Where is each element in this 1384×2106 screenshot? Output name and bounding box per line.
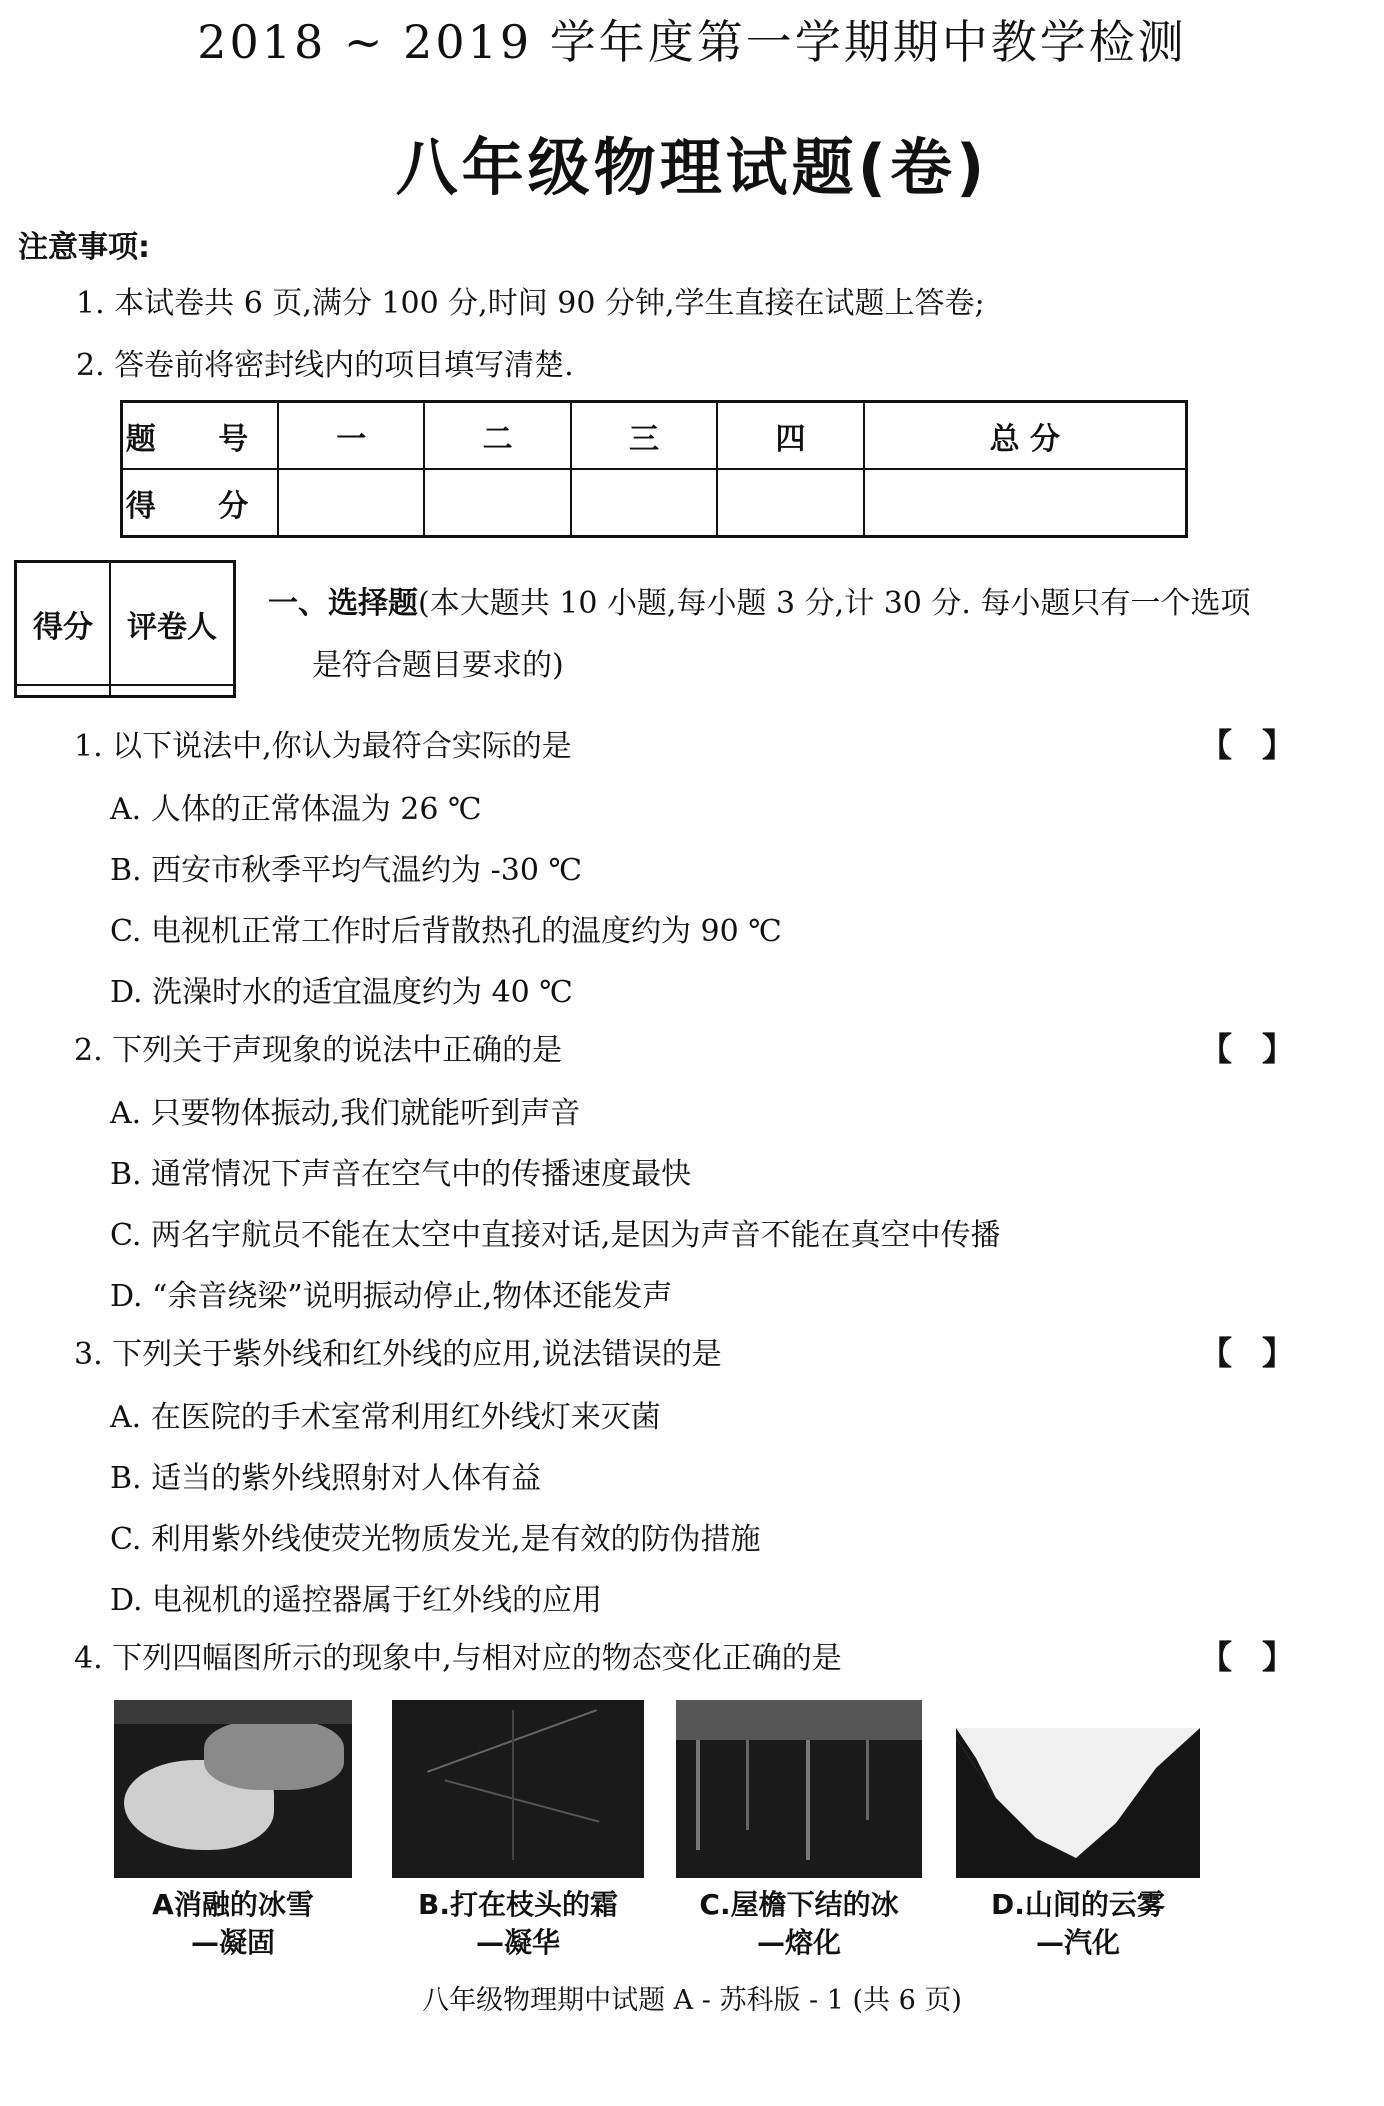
notice-heading: 注意事项: xyxy=(18,230,150,265)
grader-box xyxy=(14,560,236,698)
caption-line: —汽化 xyxy=(1035,1926,1120,1959)
option: A. 只要物体振动,我们就能听到声音 xyxy=(110,1096,581,1131)
answer-bracket[interactable]: 【 】 xyxy=(1200,1638,1294,1676)
score-cell[interactable] xyxy=(571,469,717,537)
page-footer: 八年级物理期中试题 A - 苏科版 - 1 (共 6 页) xyxy=(422,1985,962,2016)
option: B. 通常情况下声音在空气中的传播速度最快 xyxy=(110,1157,692,1192)
option: A. 人体的正常体温为 26 ℃ xyxy=(110,792,482,827)
notice-item: 2. 答卷前将密封线内的项目填写清楚. xyxy=(76,348,574,383)
grader-box-fields xyxy=(16,685,235,696)
section-desc: (本大题共 10 小题,每小题 3 分,计 30 分. 每小题只有一个选项 xyxy=(418,586,1251,621)
question-4 xyxy=(74,1634,1294,1676)
score-cell[interactable] xyxy=(424,469,570,537)
option: C. 利用紫外线使荧光物质发光,是有效的防伪措施 xyxy=(110,1522,761,1557)
column-header: 四 xyxy=(717,402,863,470)
column-header: 二 xyxy=(424,402,570,470)
section-desc-cont: 是符合题目要求的) xyxy=(312,648,564,683)
exam-title: 八年级物理试题(卷) xyxy=(395,131,989,204)
grader-name-label: 评卷人 xyxy=(110,562,235,686)
section-title: 一、选择题 xyxy=(268,586,418,621)
grader-score-cell[interactable] xyxy=(16,685,111,696)
option: A. 在医院的手术室常利用红外线灯来灭菌 xyxy=(110,1400,661,1435)
column-header: 三 xyxy=(571,402,717,470)
score-table-header-row xyxy=(122,402,1187,470)
score-cell[interactable] xyxy=(717,469,863,537)
caption-line: —凝固 xyxy=(190,1926,275,1959)
caption-line: —凝华 xyxy=(475,1926,560,1959)
question-3 xyxy=(74,1330,1294,1372)
option: D. 电视机的遥控器属于红外线的应用 xyxy=(110,1583,603,1618)
option: D. 洗澡时水的适宜温度约为 40 ℃ xyxy=(110,975,573,1010)
melting-snow-photo xyxy=(114,1700,352,1878)
option: B. 西安市秋季平均气温约为 -30 ℃ xyxy=(110,853,583,888)
answer-bracket[interactable]: 【 】 xyxy=(1200,726,1294,764)
option: B. 适当的紫外线照射对人体有益 xyxy=(110,1461,542,1496)
section-heading xyxy=(268,578,1251,622)
icicles-photo xyxy=(676,1700,922,1878)
figure-caption xyxy=(114,1886,352,1962)
mountain-valley-icon xyxy=(956,1728,1200,1878)
grader-box-header xyxy=(16,562,235,686)
question-stem: 3. 下列关于紫外线和红外线的应用,说法错误的是 xyxy=(74,1337,722,1372)
figure-d xyxy=(956,1700,1200,1962)
question-stem: 2. 下列关于声现象的说法中正确的是 xyxy=(74,1033,563,1068)
row-label-question-number: 题 号 xyxy=(122,402,279,470)
figure-caption xyxy=(956,1886,1200,1962)
caption-line: A消融的冰雪 xyxy=(152,1888,314,1921)
score-table-score-row xyxy=(122,469,1187,537)
option: D. “余音绕梁”说明振动停止,物体还能发声 xyxy=(110,1279,673,1314)
score-table xyxy=(120,400,1188,538)
question-stem: 4. 下列四幅图所示的现象中,与相对应的物态变化正确的是 xyxy=(74,1641,842,1676)
figure-a xyxy=(114,1700,352,1962)
figure-caption xyxy=(392,1886,644,1962)
caption-line: B.打在枝头的霜 xyxy=(418,1888,618,1921)
caption-line: —熔化 xyxy=(756,1926,841,1959)
term-title: 2018 ~ 2019 学年度第一学期期中教学检测 xyxy=(197,15,1187,69)
question-1 xyxy=(74,722,1294,764)
score-cell-total[interactable] xyxy=(864,469,1187,537)
option: C. 两名宇航员不能在太空中直接对话,是因为声音不能在真空中传播 xyxy=(110,1218,1001,1253)
grader-name-cell[interactable] xyxy=(110,685,235,696)
notice-item: 1. 本试卷共 6 页,满分 100 分,时间 90 分钟,学生直接在试题上答卷; xyxy=(76,286,985,321)
answer-bracket[interactable]: 【 】 xyxy=(1200,1030,1294,1068)
caption-line: D.山间的云雾 xyxy=(991,1888,1165,1921)
figure-caption xyxy=(676,1886,922,1962)
figure-b xyxy=(392,1700,644,1962)
question-stem: 1. 以下说法中,你认为最符合实际的是 xyxy=(74,729,572,764)
figure-c xyxy=(676,1700,922,1962)
option: C. 电视机正常工作时后背散热孔的温度约为 90 ℃ xyxy=(110,914,782,949)
mountain-fog-photo xyxy=(956,1728,1200,1878)
answer-bracket[interactable]: 【 】 xyxy=(1200,1334,1294,1372)
grader-score-label: 得分 xyxy=(16,562,111,686)
column-header-total: 总 分 xyxy=(864,402,1187,470)
row-label-score: 得 分 xyxy=(122,469,279,537)
question-2 xyxy=(74,1026,1294,1068)
frost-on-branch-photo xyxy=(392,1700,644,1878)
column-header: 一 xyxy=(278,402,424,470)
caption-line: C.屋檐下结的冰 xyxy=(699,1888,899,1921)
score-cell[interactable] xyxy=(278,469,424,537)
